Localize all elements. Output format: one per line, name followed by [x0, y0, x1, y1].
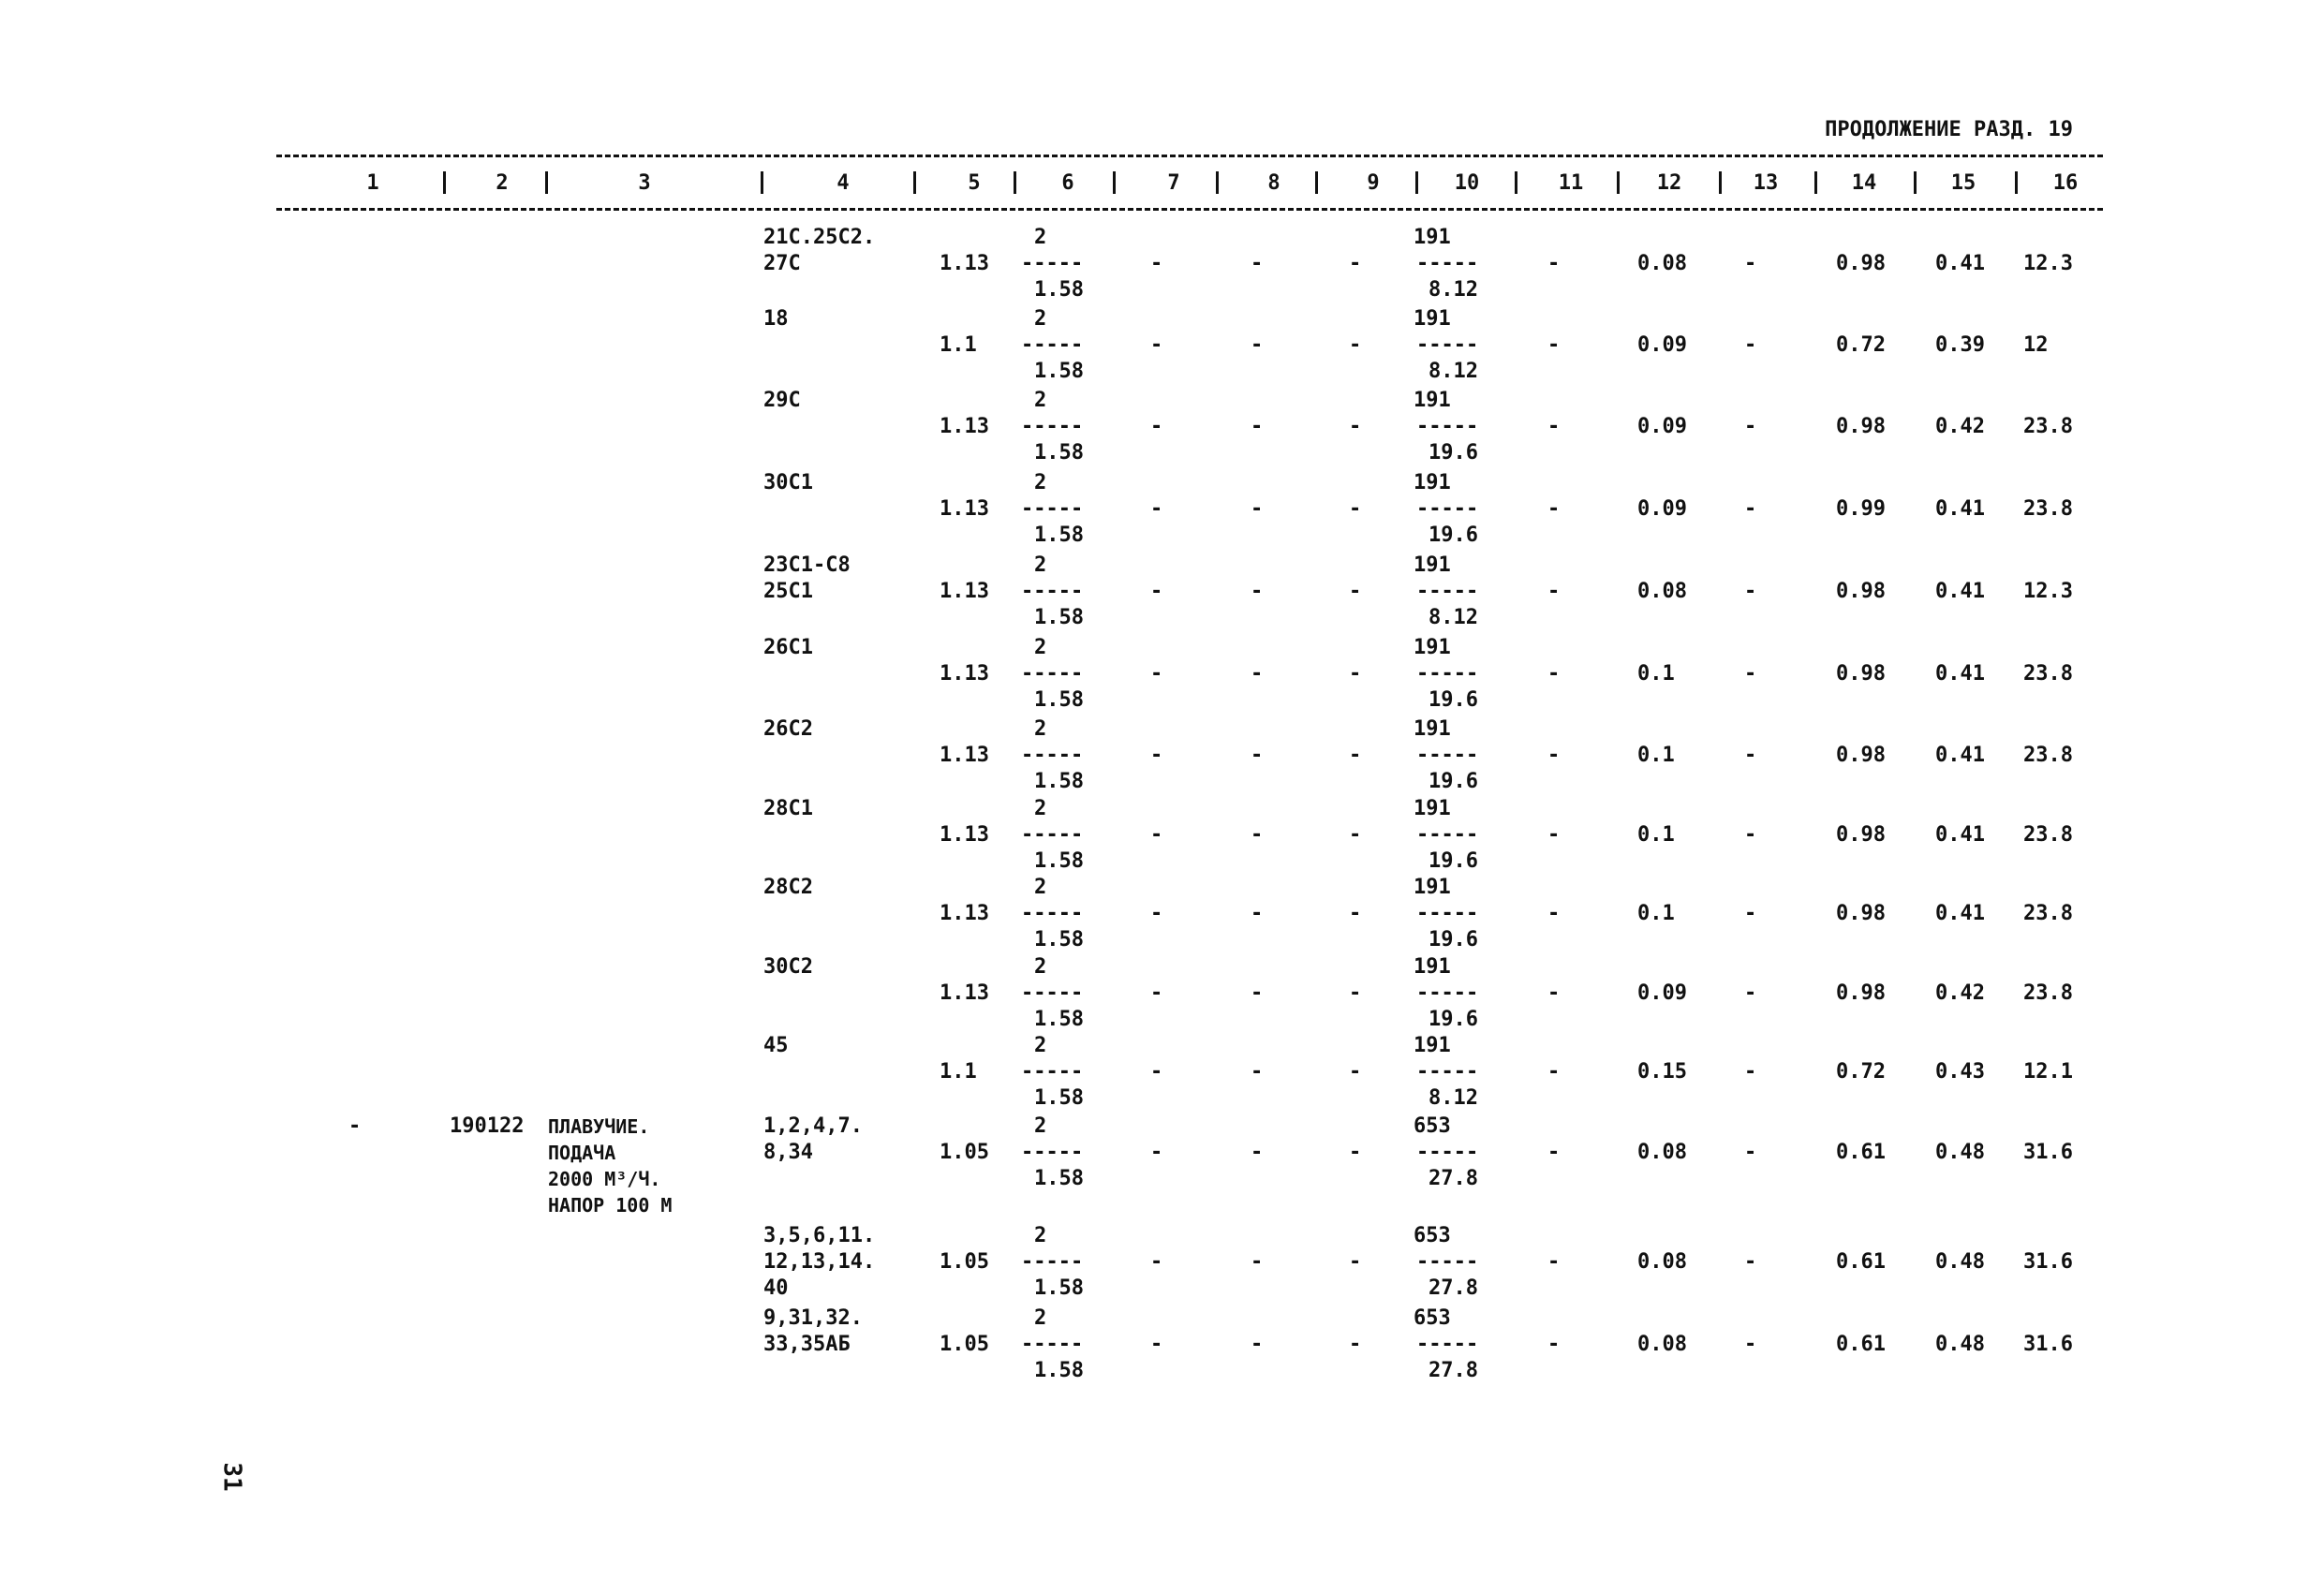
cell-col9: - — [1349, 662, 1362, 686]
cell-col14: 0.61 — [1836, 1141, 1886, 1164]
cell-col6-denominator: 1.58 — [1034, 1086, 1084, 1110]
cell-col6-fraction-bar: ----- — [1021, 333, 1084, 357]
cell-col16: 23.8 — [2023, 497, 2073, 521]
cell-col7: - — [1150, 580, 1163, 603]
cell-col15: 0.48 — [1935, 1250, 1985, 1274]
cell-col10-numerator: 191 — [1414, 636, 1451, 659]
cell-col11: - — [1547, 1250, 1561, 1274]
cell-col6-fraction-bar: ----- — [1021, 415, 1084, 438]
cell-col14: 0.72 — [1836, 1060, 1886, 1084]
cell-col9: - — [1349, 902, 1362, 925]
cell-col16: 23.8 — [2023, 902, 2073, 925]
cell-col13: - — [1744, 497, 1757, 521]
cell-col13: - — [1744, 662, 1757, 686]
cell-col12: 0.08 — [1637, 1250, 1687, 1274]
cell-col6-numerator: 2 — [1034, 636, 1047, 659]
cell-col6-numerator: 2 — [1034, 389, 1047, 412]
column-header-15: 15 — [1950, 171, 1976, 195]
cell-col11: - — [1547, 902, 1561, 925]
cell-col16: 31.6 — [2023, 1250, 2073, 1274]
cell-col4-line: 3,5,6,11. — [763, 1224, 876, 1247]
cell-col16: 23.8 — [2023, 823, 2073, 847]
cell-col15: 0.41 — [1935, 252, 1985, 275]
cell-col13: - — [1744, 252, 1757, 275]
cell-col10-numerator: 653 — [1414, 1306, 1451, 1330]
cell-col15: 0.48 — [1935, 1141, 1985, 1164]
cell-col10-denominator: 27.8 — [1428, 1167, 1478, 1190]
cell-col4-line: 40 — [763, 1276, 789, 1300]
cell-col8: - — [1251, 1141, 1264, 1164]
cell-col7: - — [1150, 981, 1163, 1005]
cell-col10-numerator: 191 — [1414, 553, 1451, 577]
column-separator — [1617, 171, 1620, 194]
column-separator — [1216, 171, 1219, 194]
cell-col10-fraction-bar: ----- — [1416, 252, 1479, 275]
column-header-13: 13 — [1753, 171, 1779, 195]
cell-col13: - — [1744, 1333, 1757, 1356]
cell-col10-numerator: 191 — [1414, 307, 1451, 331]
column-header-4: 4 — [836, 171, 850, 195]
cell-col12: 0.09 — [1637, 333, 1687, 357]
cell-col11: - — [1547, 252, 1561, 275]
cell-col3-line: НАПОР 100 М — [548, 1194, 673, 1217]
cell-col10-denominator: 19.6 — [1428, 441, 1478, 465]
cell-col8: - — [1251, 1333, 1264, 1356]
cell-col5: 1.13 — [940, 497, 989, 521]
cell-col9: - — [1349, 744, 1362, 767]
cell-col13: - — [1744, 333, 1757, 357]
column-separator — [761, 171, 763, 194]
header-top-rule — [276, 155, 2103, 157]
cell-col10-numerator: 653 — [1414, 1114, 1451, 1138]
cell-col15: 0.41 — [1935, 580, 1985, 603]
cell-col15: 0.41 — [1935, 662, 1985, 686]
cell-col10-fraction-bar: ----- — [1416, 333, 1479, 357]
cell-col5: 1.05 — [940, 1250, 989, 1274]
cell-col11: - — [1547, 415, 1561, 438]
cell-col16: 12 — [2023, 333, 2049, 357]
cell-col16: 23.8 — [2023, 662, 2073, 686]
column-header-8: 8 — [1267, 171, 1280, 195]
cell-col14: 0.72 — [1836, 333, 1886, 357]
cell-col9: - — [1349, 1060, 1362, 1084]
cell-col11: - — [1547, 497, 1561, 521]
cell-col6-denominator: 1.58 — [1034, 1276, 1084, 1300]
cell-col8: - — [1251, 580, 1264, 603]
cell-col4-line: 9,31,32. — [763, 1306, 863, 1330]
cell-col8: - — [1251, 1250, 1264, 1274]
column-separator — [545, 171, 548, 194]
cell-col3-line: ПОДАЧА — [548, 1142, 616, 1164]
cell-col4-line: 30С1 — [763, 471, 813, 494]
column-header-12: 12 — [1656, 171, 1682, 195]
cell-col9: - — [1349, 252, 1362, 275]
cell-col10-denominator: 19.6 — [1428, 849, 1478, 873]
cell-col8: - — [1251, 823, 1264, 847]
cell-col6-denominator: 1.58 — [1034, 1167, 1084, 1190]
cell-col4-line: 27С — [763, 252, 801, 275]
cell-col6-fraction-bar: ----- — [1021, 981, 1084, 1005]
cell-col12: 0.08 — [1637, 1333, 1687, 1356]
cell-col8: - — [1251, 415, 1264, 438]
cell-col9: - — [1349, 1250, 1362, 1274]
cell-col9: - — [1349, 333, 1362, 357]
cell-col8: - — [1251, 744, 1264, 767]
cell-col15: 0.41 — [1935, 823, 1985, 847]
cell-col6-denominator: 1.58 — [1034, 360, 1084, 383]
cell-col13: - — [1744, 415, 1757, 438]
cell-col6-numerator: 2 — [1034, 553, 1047, 577]
cell-col10-numerator: 191 — [1414, 471, 1451, 494]
cell-col10-numerator: 191 — [1414, 389, 1451, 412]
cell-col14: 0.98 — [1836, 662, 1886, 686]
column-separator — [913, 171, 916, 194]
cell-col10-denominator: 19.6 — [1428, 1008, 1478, 1031]
cell-col10-fraction-bar: ----- — [1416, 1250, 1479, 1274]
cell-col13: - — [1744, 823, 1757, 847]
cell-col7: - — [1150, 823, 1163, 847]
cell-col6-numerator: 2 — [1034, 226, 1047, 249]
cell-col10-fraction-bar: ----- — [1416, 981, 1479, 1005]
cell-col16: 31.6 — [2023, 1333, 2073, 1356]
column-separator — [1719, 171, 1722, 194]
column-separator — [1814, 171, 1817, 194]
cell-col10-fraction-bar: ----- — [1416, 415, 1479, 438]
cell-col6-denominator: 1.58 — [1034, 928, 1084, 951]
cell-col10-denominator: 27.8 — [1428, 1276, 1478, 1300]
cell-col6-fraction-bar: ----- — [1021, 580, 1084, 603]
cell-col10-fraction-bar: ----- — [1416, 744, 1479, 767]
cell-col11: - — [1547, 662, 1561, 686]
cell-col12: 0.1 — [1637, 823, 1675, 847]
cell-col14: 0.98 — [1836, 981, 1886, 1005]
cell-col14: 0.98 — [1836, 744, 1886, 767]
cell-col4-line: 25С1 — [763, 580, 813, 603]
cell-col12: 0.09 — [1637, 981, 1687, 1005]
cell-col6-denominator: 1.58 — [1034, 278, 1084, 302]
cell-col13: - — [1744, 580, 1757, 603]
cell-col5: 1.05 — [940, 1333, 989, 1356]
cell-col6-denominator: 1.58 — [1034, 1008, 1084, 1031]
cell-col6-denominator: 1.58 — [1034, 770, 1084, 793]
cell-col15: 0.43 — [1935, 1060, 1985, 1084]
cell-col10-numerator: 191 — [1414, 797, 1451, 820]
cell-col6-numerator: 2 — [1034, 1224, 1047, 1247]
cell-col15: 0.42 — [1935, 981, 1985, 1005]
cell-col10-denominator: 8.12 — [1428, 606, 1478, 629]
cell-col6-fraction-bar: ----- — [1021, 662, 1084, 686]
cell-col10-numerator: 653 — [1414, 1224, 1451, 1247]
cell-col14: 0.61 — [1836, 1333, 1886, 1356]
cell-col10-fraction-bar: ----- — [1416, 497, 1479, 521]
cell-col4-line: 45 — [763, 1034, 789, 1057]
cell-col4-line: 12,13,14. — [763, 1250, 876, 1274]
column-header-6: 6 — [1061, 171, 1074, 195]
column-separator — [1515, 171, 1517, 194]
column-header-9: 9 — [1367, 171, 1380, 195]
cell-col16: 31.6 — [2023, 1141, 2073, 1164]
cell-col11: - — [1547, 823, 1561, 847]
cell-col6-fraction-bar: ----- — [1021, 1060, 1084, 1084]
cell-col4-line: 18 — [763, 307, 789, 331]
page-number: 31 — [217, 1462, 246, 1492]
cell-col8: - — [1251, 252, 1264, 275]
cell-col12: 0.09 — [1637, 497, 1687, 521]
cell-col6-fraction-bar: ----- — [1021, 1141, 1084, 1164]
cell-col6-numerator: 2 — [1034, 955, 1047, 979]
column-header-2: 2 — [496, 171, 509, 195]
cell-col15: 0.41 — [1935, 744, 1985, 767]
column-header-11: 11 — [1558, 171, 1584, 195]
cell-col16: 12.1 — [2023, 1060, 2073, 1084]
cell-col2: 190122 — [450, 1114, 525, 1138]
cell-col9: - — [1349, 580, 1362, 603]
cell-col12: 0.09 — [1637, 415, 1687, 438]
cell-col6-numerator: 2 — [1034, 1306, 1047, 1330]
cell-col3-line: 2000 М³/Ч. — [548, 1168, 661, 1190]
cell-col4-line: 26С2 — [763, 717, 813, 741]
cell-col5: 1.13 — [940, 415, 989, 438]
cell-col9: - — [1349, 497, 1362, 521]
cell-col4-line: 21С.25С2. — [763, 226, 876, 249]
column-separator — [1014, 171, 1016, 194]
cell-col10-denominator: 19.6 — [1428, 928, 1478, 951]
cell-col15: 0.42 — [1935, 415, 1985, 438]
cell-col9: - — [1349, 981, 1362, 1005]
cell-col12: 0.08 — [1637, 580, 1687, 603]
cell-col7: - — [1150, 415, 1163, 438]
cell-col8: - — [1251, 902, 1264, 925]
column-header-14: 14 — [1851, 171, 1877, 195]
cell-col10-fraction-bar: ----- — [1416, 902, 1479, 925]
cell-col10-numerator: 191 — [1414, 955, 1451, 979]
cell-col8: - — [1251, 981, 1264, 1005]
column-header-5: 5 — [968, 171, 981, 195]
header-bottom-rule — [276, 208, 2103, 211]
cell-col5: 1.05 — [940, 1141, 989, 1164]
section-caption: ПРОДОЛЖЕНИЕ РАЗД. 19 — [1825, 118, 2073, 141]
cell-col11: - — [1547, 1141, 1561, 1164]
cell-col10-denominator: 19.6 — [1428, 688, 1478, 712]
cell-col6-numerator: 2 — [1034, 471, 1047, 494]
cell-col10-numerator: 191 — [1414, 226, 1451, 249]
column-separator — [2015, 171, 2018, 194]
cell-col6-numerator: 2 — [1034, 876, 1047, 899]
cell-col5: 1.13 — [940, 744, 989, 767]
cell-col10-denominator: 8.12 — [1428, 278, 1478, 302]
column-header-7: 7 — [1167, 171, 1180, 195]
cell-col7: - — [1150, 497, 1163, 521]
cell-col6-numerator: 2 — [1034, 1034, 1047, 1057]
cell-col6-denominator: 1.58 — [1034, 524, 1084, 547]
cell-col13: - — [1744, 1250, 1757, 1274]
cell-col10-fraction-bar: ----- — [1416, 580, 1479, 603]
cell-col4-line: 33,35АБ — [763, 1333, 851, 1356]
cell-col7: - — [1150, 902, 1163, 925]
cell-col5: 1.13 — [940, 252, 989, 275]
column-separator — [1415, 171, 1418, 194]
cell-col4-line: 28С2 — [763, 876, 813, 899]
cell-col6-fraction-bar: ----- — [1021, 902, 1084, 925]
cell-col6-denominator: 1.58 — [1034, 606, 1084, 629]
column-separator — [1315, 171, 1318, 194]
cell-col7: - — [1150, 1060, 1163, 1084]
column-header-10: 10 — [1454, 171, 1480, 195]
cell-col12: 0.08 — [1637, 1141, 1687, 1164]
cell-col6-fraction-bar: ----- — [1021, 744, 1084, 767]
cell-col14: 0.61 — [1836, 1250, 1886, 1274]
cell-col15: 0.48 — [1935, 1333, 1985, 1356]
cell-col15: 0.41 — [1935, 902, 1985, 925]
column-separator — [443, 171, 446, 194]
cell-col9: - — [1349, 823, 1362, 847]
cell-col7: - — [1150, 662, 1163, 686]
cell-col5: 1.13 — [940, 981, 989, 1005]
cell-col10-denominator: 19.6 — [1428, 770, 1478, 793]
cell-col12: 0.1 — [1637, 744, 1675, 767]
cell-col7: - — [1150, 252, 1163, 275]
cell-col10-fraction-bar: ----- — [1416, 1141, 1479, 1164]
cell-col16: 23.8 — [2023, 415, 2073, 438]
cell-col4-line: 28С1 — [763, 797, 813, 820]
cell-col7: - — [1150, 1250, 1163, 1274]
cell-col4-line: 26С1 — [763, 636, 813, 659]
cell-col7: - — [1150, 1141, 1163, 1164]
cell-col14: 0.99 — [1836, 497, 1886, 521]
column-header-16: 16 — [2052, 171, 2079, 195]
cell-col10-numerator: 191 — [1414, 717, 1451, 741]
cell-col11: - — [1547, 580, 1561, 603]
cell-col6-denominator: 1.58 — [1034, 849, 1084, 873]
cell-col5: 1.13 — [940, 580, 989, 603]
cell-col7: - — [1150, 744, 1163, 767]
cell-col6-numerator: 2 — [1034, 1114, 1047, 1138]
cell-col11: - — [1547, 1060, 1561, 1084]
cell-col16: 12.3 — [2023, 252, 2073, 275]
cell-col10-fraction-bar: ----- — [1416, 823, 1479, 847]
cell-col12: 0.1 — [1637, 662, 1675, 686]
cell-col11: - — [1547, 981, 1561, 1005]
cell-col8: - — [1251, 497, 1264, 521]
cell-col13: - — [1744, 744, 1757, 767]
cell-col10-denominator: 19.6 — [1428, 524, 1478, 547]
cell-col6-fraction-bar: ----- — [1021, 252, 1084, 275]
cell-col5: 1.13 — [940, 662, 989, 686]
cell-col14: 0.98 — [1836, 252, 1886, 275]
cell-col10-denominator: 8.12 — [1428, 360, 1478, 383]
cell-col15: 0.39 — [1935, 333, 1985, 357]
cell-col15: 0.41 — [1935, 497, 1985, 521]
cell-col13: - — [1744, 1141, 1757, 1164]
cell-col14: 0.98 — [1836, 415, 1886, 438]
cell-col16: 23.8 — [2023, 981, 2073, 1005]
cell-col14: 0.98 — [1836, 580, 1886, 603]
column-header-3: 3 — [638, 171, 651, 195]
cell-col10-numerator: 191 — [1414, 1034, 1451, 1057]
cell-col6-fraction-bar: ----- — [1021, 1250, 1084, 1274]
cell-col9: - — [1349, 415, 1362, 438]
cell-col8: - — [1251, 333, 1264, 357]
cell-col11: - — [1547, 1333, 1561, 1356]
cell-col16: 12.3 — [2023, 580, 2073, 603]
cell-col6-fraction-bar: ----- — [1021, 823, 1084, 847]
cell-col5: 1.1 — [940, 333, 977, 357]
cell-col3-line: ПЛАВУЧИЕ. — [548, 1115, 650, 1138]
cell-col6-denominator: 1.58 — [1034, 1359, 1084, 1382]
cell-col12: 0.15 — [1637, 1060, 1687, 1084]
cell-col13: - — [1744, 1060, 1757, 1084]
cell-col5: 1.1 — [940, 1060, 977, 1084]
cell-col6-denominator: 1.58 — [1034, 688, 1084, 712]
cell-col6-fraction-bar: ----- — [1021, 497, 1084, 521]
cell-col4-line: 8,34 — [763, 1141, 813, 1164]
cell-col10-fraction-bar: ----- — [1416, 1060, 1479, 1084]
cell-col1: - — [348, 1114, 362, 1138]
cell-col7: - — [1150, 1333, 1163, 1356]
cell-col4-line: 30С2 — [763, 955, 813, 979]
cell-col7: - — [1150, 333, 1163, 357]
cell-col9: - — [1349, 1141, 1362, 1164]
cell-col10-fraction-bar: ----- — [1416, 662, 1479, 686]
cell-col8: - — [1251, 662, 1264, 686]
cell-col10-denominator: 27.8 — [1428, 1359, 1478, 1382]
cell-col6-numerator: 2 — [1034, 797, 1047, 820]
cell-col4-line: 29С — [763, 389, 801, 412]
cell-col12: 0.08 — [1637, 252, 1687, 275]
cell-col6-numerator: 2 — [1034, 717, 1047, 741]
cell-col12: 0.1 — [1637, 902, 1675, 925]
cell-col14: 0.98 — [1836, 823, 1886, 847]
cell-col4-line: 23С1-С8 — [763, 553, 851, 577]
cell-col6-fraction-bar: ----- — [1021, 1333, 1084, 1356]
cell-col9: - — [1349, 1333, 1362, 1356]
cell-col8: - — [1251, 1060, 1264, 1084]
cell-col13: - — [1744, 902, 1757, 925]
cell-col11: - — [1547, 744, 1561, 767]
cell-col10-fraction-bar: ----- — [1416, 1333, 1479, 1356]
cell-col10-denominator: 8.12 — [1428, 1086, 1478, 1110]
column-separator — [1113, 171, 1116, 194]
column-header-1: 1 — [366, 171, 379, 195]
cell-col11: - — [1547, 333, 1561, 357]
cell-col5: 1.13 — [940, 823, 989, 847]
column-separator — [1914, 171, 1917, 194]
cell-col4-line: 1,2,4,7. — [763, 1114, 863, 1138]
cell-col16: 23.8 — [2023, 744, 2073, 767]
cell-col13: - — [1744, 981, 1757, 1005]
cell-col5: 1.13 — [940, 902, 989, 925]
cell-col6-numerator: 2 — [1034, 307, 1047, 331]
cell-col10-numerator: 191 — [1414, 876, 1451, 899]
cell-col6-denominator: 1.58 — [1034, 441, 1084, 465]
cell-col14: 0.98 — [1836, 902, 1886, 925]
